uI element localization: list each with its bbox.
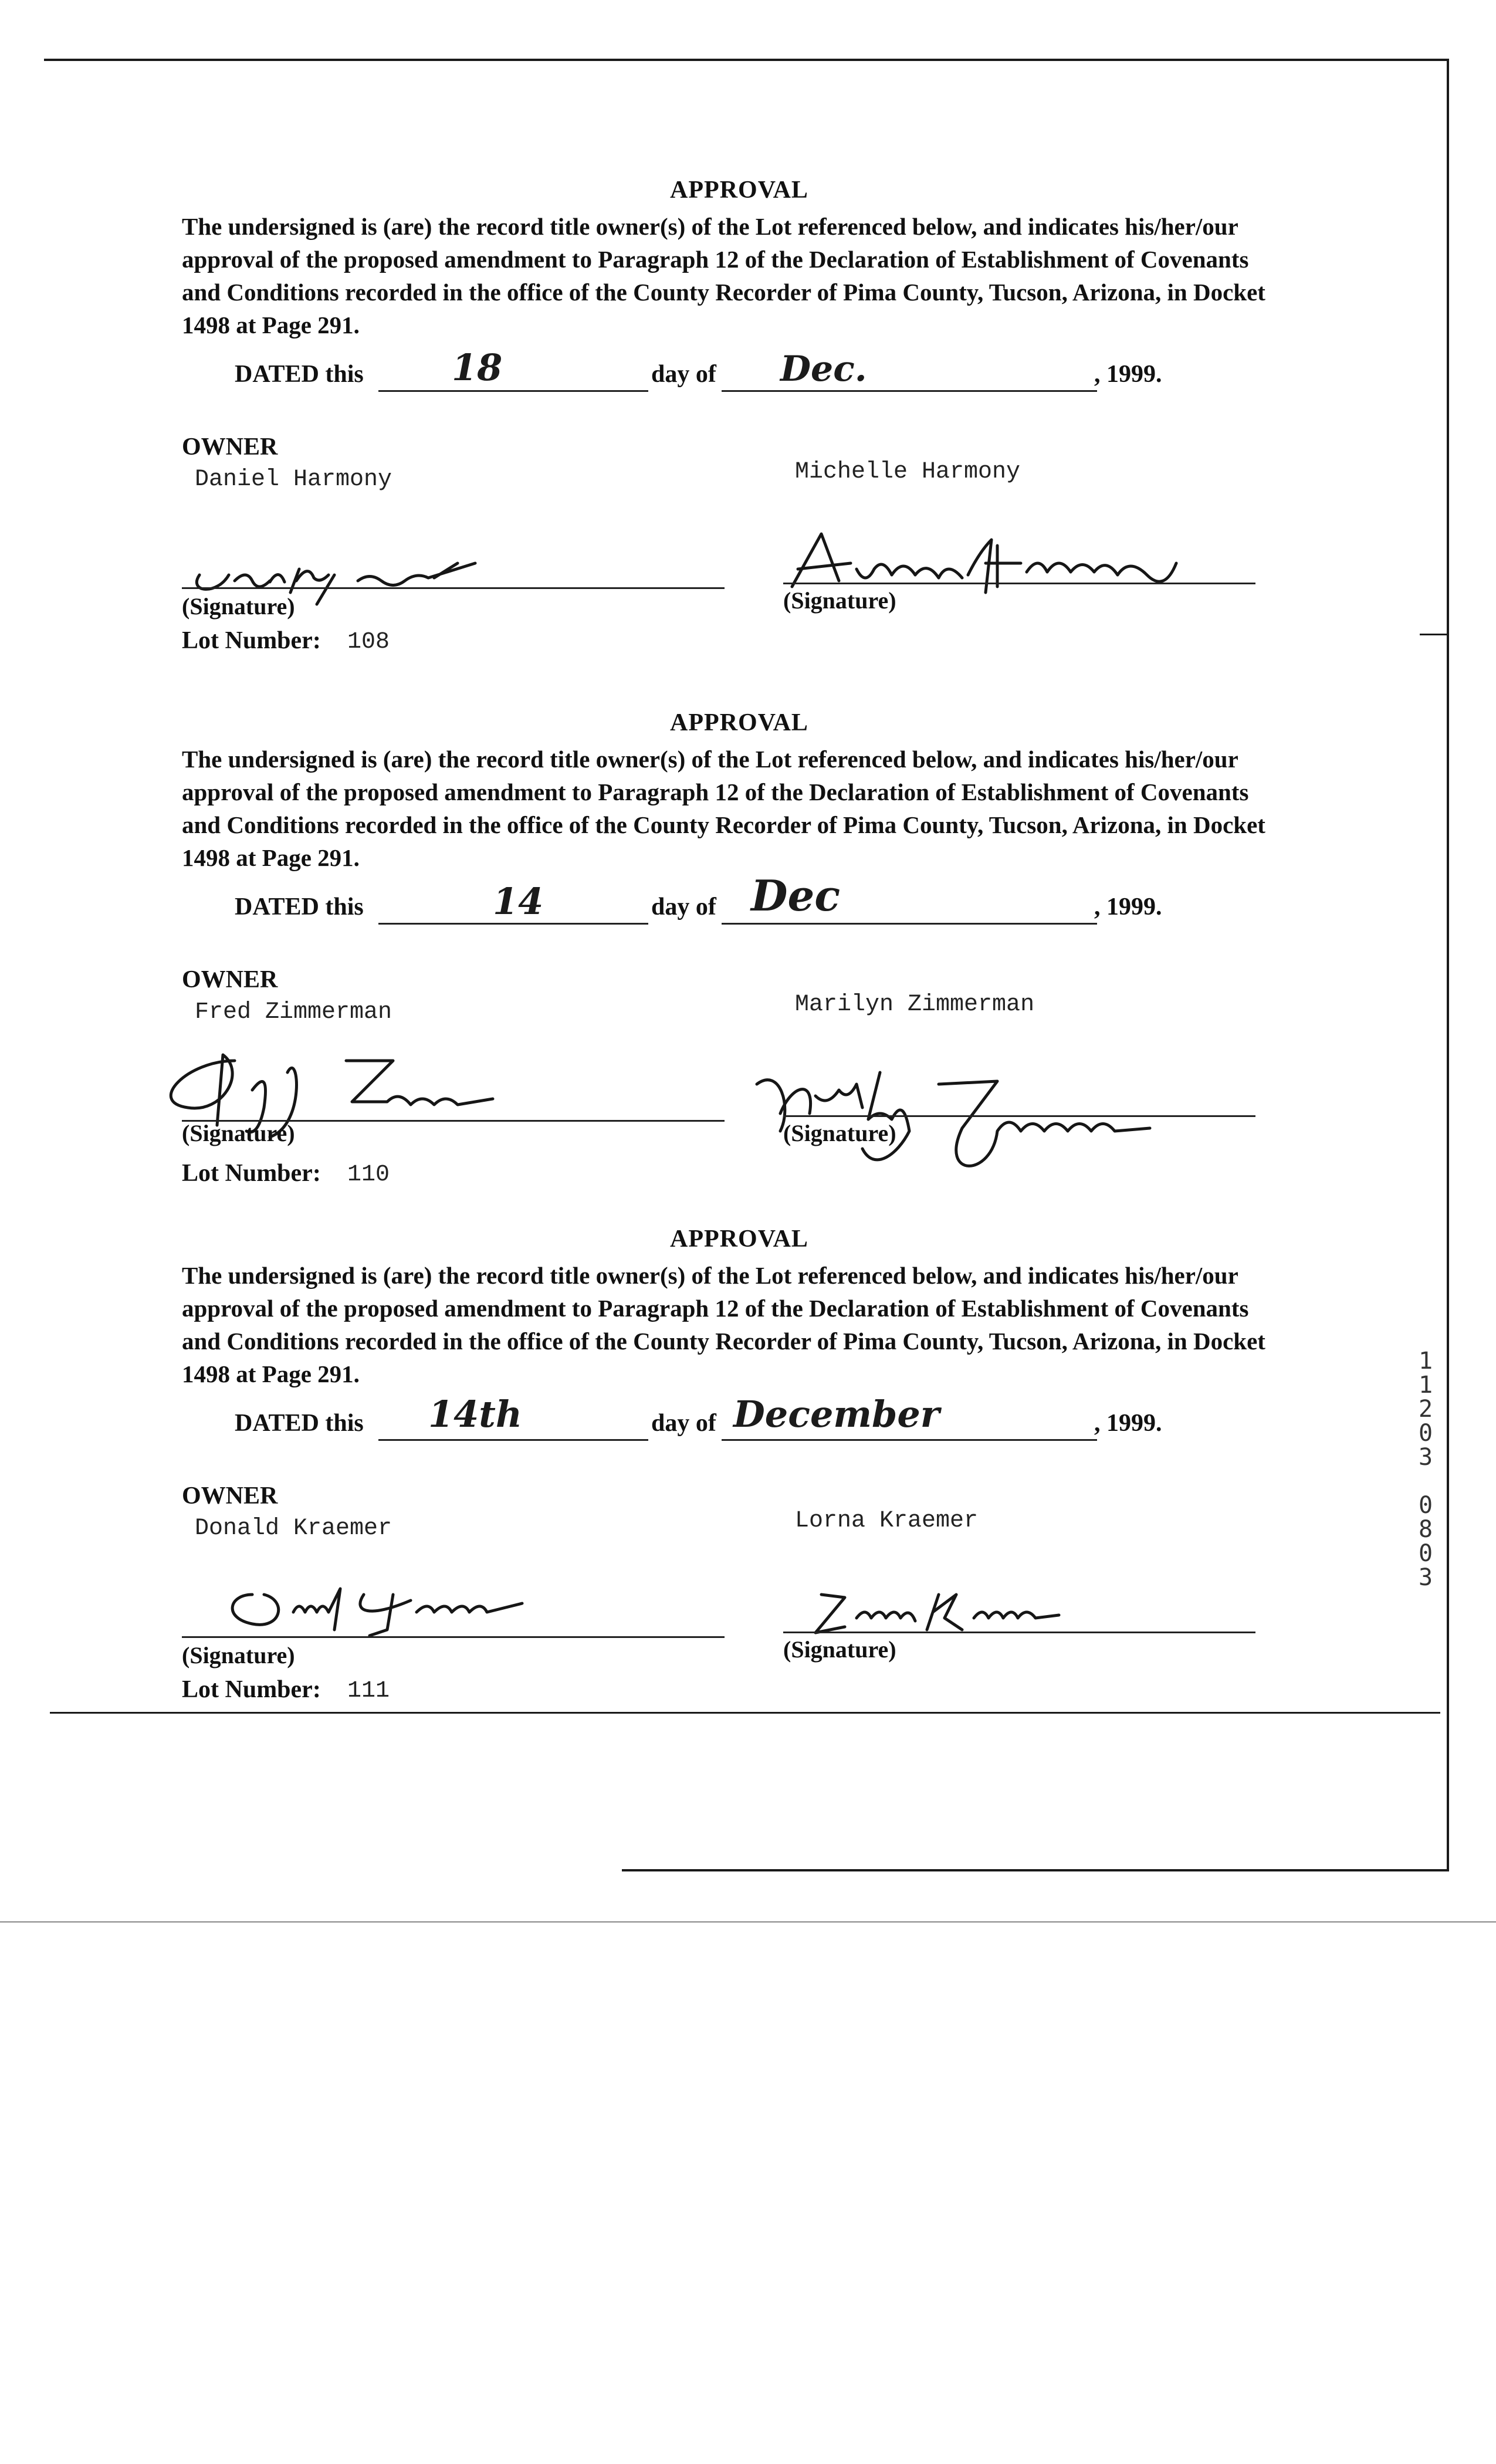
right-border-line <box>1447 59 1449 1871</box>
bottom-short-line <box>622 1869 1449 1871</box>
lot-number-value: 108 <box>347 629 390 655</box>
owner1-name: Daniel Harmony <box>195 466 392 493</box>
year-label: , 1999. <box>1094 361 1162 388</box>
top-border-line <box>44 59 1449 61</box>
lot-number-label: Lot Number: <box>182 1160 321 1187</box>
dated-label: DATED this <box>235 893 364 920</box>
dated-row <box>235 1393 1203 1442</box>
month-fill-line <box>722 390 1097 392</box>
approval-section-3 <box>182 1225 1297 1753</box>
approval-heading: APPROVAL <box>670 177 808 204</box>
owner2-signature-label: (Signature) <box>783 587 896 614</box>
owner1-name: Fred Zimmerman <box>195 999 392 1025</box>
month-fill-line <box>722 1439 1097 1441</box>
dated-row <box>235 871 1203 926</box>
recording-number-stamp: 1 1 2 0 3 0 8 0 3 <box>1418 1348 1433 1591</box>
approval-heading: APPROVAL <box>670 709 808 736</box>
owner2-signature-line <box>783 1115 1255 1117</box>
approval-body-text: The undersigned is (are) the record title owner(s) of the Lot referenced below, and indicates his/her/our approval of the proposed amendment to Paragraph 12 of the Declaration of Establishment of Covenants and Conditions recorded in the office of the County Recorder of Pima County, Tucson, Arizona, in Docket 1498 at Page 291. <box>182 213 1265 339</box>
owner2-signature-label: (Signature) <box>783 1636 896 1663</box>
owner1-signature-line <box>182 1636 725 1638</box>
approval-section-1 <box>182 176 1297 704</box>
lot-number-label: Lot Number: <box>182 627 321 654</box>
handwritten-day: 14th <box>428 1393 522 1436</box>
owner-label: OWNER <box>182 966 278 993</box>
year-label: , 1999. <box>1094 1410 1162 1437</box>
page-edge-line <box>0 1921 1496 1923</box>
owner2-name: Marilyn Zimmerman <box>795 991 1035 1018</box>
owner-label: OWNER <box>182 1483 278 1509</box>
month-fill-line <box>722 922 1097 925</box>
lot-number-value: 110 <box>347 1162 390 1188</box>
owner1-signature-label: (Signature) <box>182 1642 295 1668</box>
handwritten-month: Dec. <box>780 348 867 390</box>
year-label: , 1999. <box>1094 893 1162 920</box>
owner1-signature-label: (Signature) <box>182 1120 295 1146</box>
day-of-label: day of <box>651 361 716 388</box>
owner2-name: Lorna Kraemer <box>795 1508 979 1534</box>
handwritten-day: 14 <box>493 880 544 923</box>
owner1-signature-line <box>182 587 725 589</box>
day-fill-line <box>378 390 648 392</box>
owner1-name: Donald Kraemer <box>195 1515 392 1542</box>
dated-label: DATED this <box>235 361 364 388</box>
handwritten-day: 18 <box>452 346 503 389</box>
lot-number-value: 111 <box>347 1678 390 1704</box>
approval-heading: APPROVAL <box>670 1226 808 1253</box>
owner-label: OWNER <box>182 434 278 461</box>
owner1-signature-image <box>217 1577 628 1641</box>
dated-label: DATED this <box>235 1410 364 1437</box>
owner1-signature-label: (Signature) <box>182 593 295 620</box>
lot-number-label: Lot Number: <box>182 1676 321 1703</box>
margin-mark <box>1420 634 1449 635</box>
owner2-name: Michelle Harmony <box>795 459 1021 485</box>
day-of-label: day of <box>651 1410 716 1437</box>
day-fill-line <box>378 1439 648 1441</box>
approval-body-text: The undersigned is (are) the record title owner(s) of the Lot referenced below, and indicates his/her/our approval of the proposed amendment to Paragraph 12 of the Declaration of Establishment of Covenants and Conditions recorded in the office of the County Recorder of Pima County, Tucson, Arizona, in Docket 1498 at Page 291. <box>182 1262 1265 1387</box>
approval-body-text: The undersigned is (are) the record title owner(s) of the Lot referenced below, and indicates his/her/our approval of the proposed amendment to Paragraph 12 of the Declaration of Establishment of Covenants and Conditions recorded in the office of the County Recorder of Pima County, Tucson, Arizona, in Docket 1498 at Page 291. <box>182 746 1265 871</box>
owner2-signature-line <box>783 1631 1255 1633</box>
owner2-signature-label: (Signature) <box>783 1120 896 1146</box>
handwritten-month: December <box>733 1393 940 1436</box>
handwritten-month: Dec <box>751 871 841 920</box>
day-of-label: day of <box>651 893 716 920</box>
approval-section-2 <box>182 709 1297 1237</box>
dated-row <box>235 346 1203 393</box>
owner2-signature-line <box>783 582 1255 584</box>
